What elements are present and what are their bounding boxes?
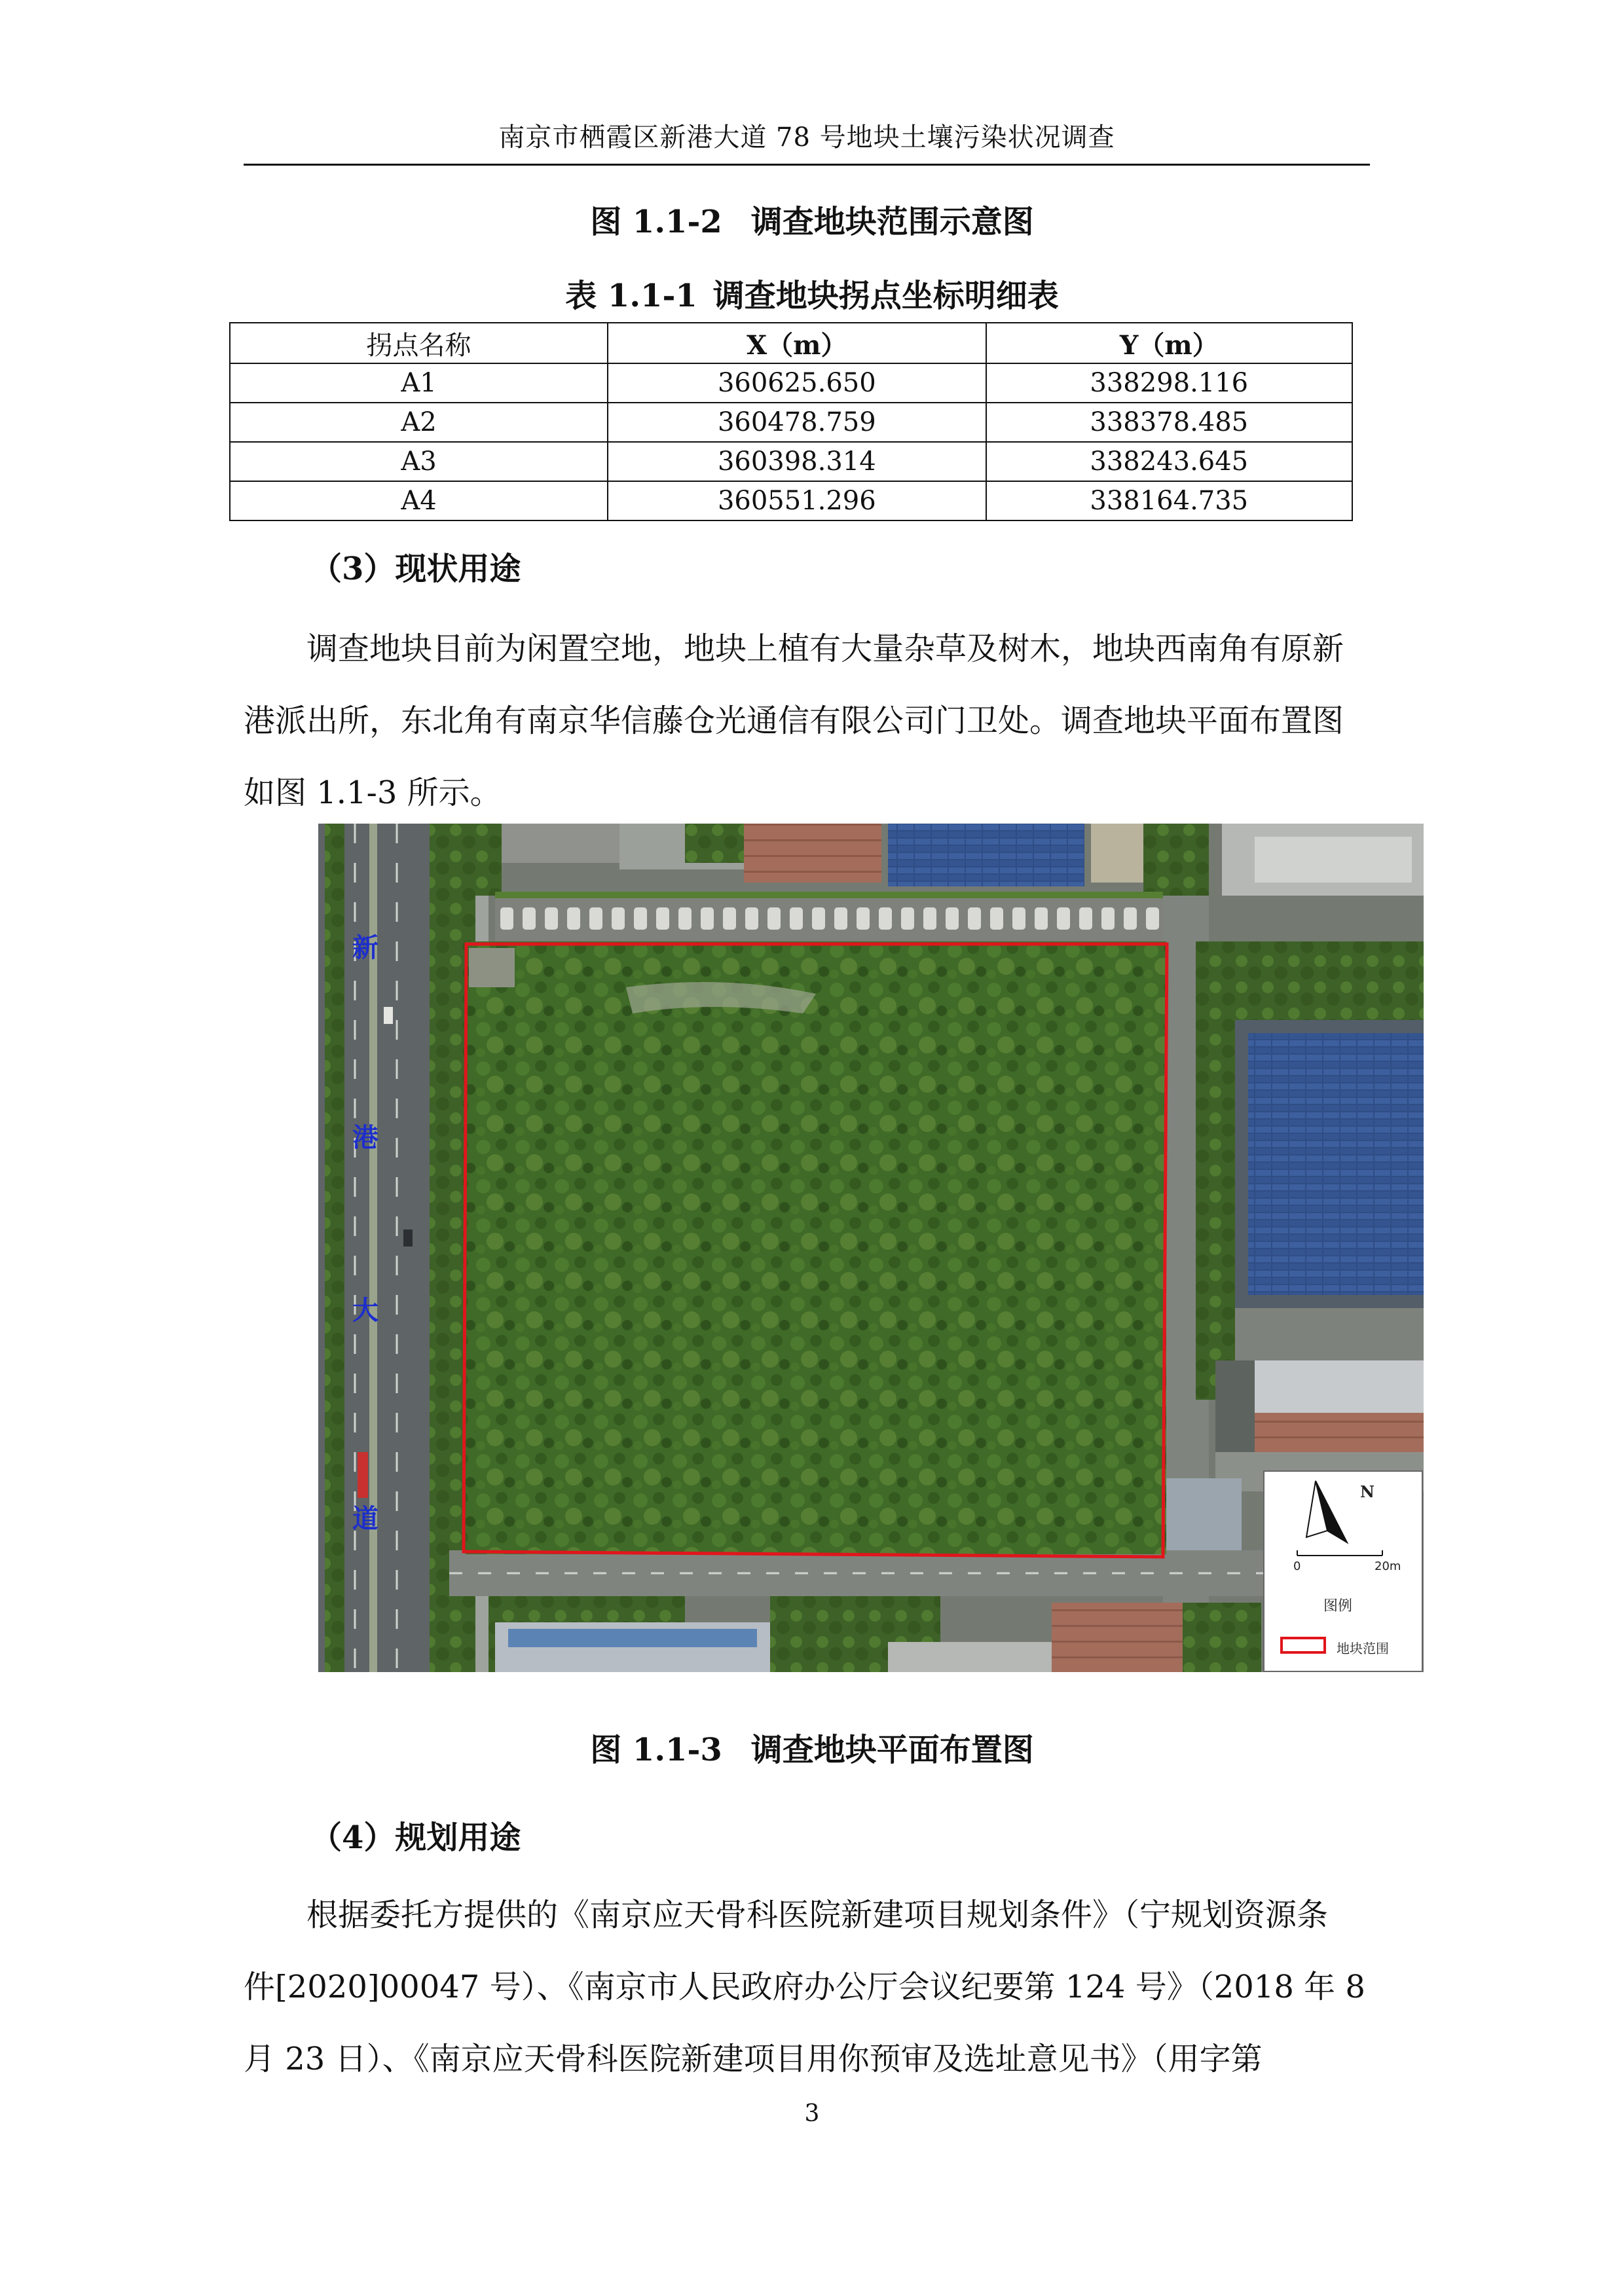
site-layout-aerial-map [318, 824, 1424, 1672]
boundary-swatch [1280, 1637, 1326, 1654]
header-point-name: 拐点名称 [230, 323, 608, 363]
paragraph-line: 根据委托方提供的《南京应天骨科医院新建项目规划条件》（宁规划资源条 [306, 1897, 1329, 1933]
table-1-1-1-title: 调查地块拐点坐标明细表 [712, 278, 1059, 314]
header-x: X（m） [608, 323, 986, 363]
page-number: 3 [804, 2100, 820, 2127]
cell-point: A3 [230, 442, 608, 481]
road-label-char: 新 [352, 933, 378, 963]
table-row [230, 403, 1352, 442]
cell-y: 338164.735 [986, 481, 1352, 520]
section-3-heading: （3）现状用途 [310, 551, 521, 587]
paragraph-line: 调查地块目前为闲置空地，地块上植有大量杂草及树木，地块西南角有原新 [306, 630, 1344, 667]
paragraph-line: 月 23 日）、《南京应天骨科医院新建项目用你预审及选址意见书》（用字第 [244, 2041, 1263, 2077]
legend-item-label: 地块范围 [1337, 1641, 1389, 1656]
coordinate-table [229, 322, 1353, 521]
table-header-row [230, 323, 1352, 363]
cell-point: A1 [230, 363, 608, 403]
figure-1-1-3-caption [0, 1724, 1624, 1770]
table-row [230, 481, 1352, 520]
north-label: N [1360, 1482, 1375, 1501]
paragraph-line: 如图 1.1-3 所示。 [244, 774, 502, 811]
table-row [230, 442, 1352, 481]
cell-x: 360551.296 [608, 481, 986, 520]
legend-title: 图例 [1323, 1598, 1353, 1614]
road-label-char: 道 [352, 1504, 378, 1534]
scale-start-label: 0 [1293, 1559, 1301, 1573]
cell-x: 360478.759 [608, 403, 986, 442]
figure-1-1-2-caption [0, 196, 1624, 242]
paragraph-line: 港派出所，东北角有南京华信藤仓光通信有限公司门卫处。调查地块平面布置图 [244, 702, 1344, 739]
cell-y: 338378.485 [986, 403, 1352, 442]
figure-1-1-2-number: 图 1.1-2 [590, 204, 722, 240]
cell-y: 338298.116 [986, 363, 1352, 403]
road-label-char: 大 [352, 1296, 378, 1326]
map-legend [1263, 1470, 1423, 1672]
header-y: Y（m） [986, 323, 1352, 363]
cell-point: A2 [230, 403, 608, 442]
page-header: 南京市栖霞区新港大道 78 号地块土壤污染状况调查 [498, 122, 1115, 153]
cell-y: 338243.645 [986, 442, 1352, 481]
figure-1-1-3-number: 图 1.1-3 [590, 1732, 722, 1768]
cell-x: 360625.650 [608, 363, 986, 403]
section-4-heading: （4）规划用途 [310, 1819, 521, 1856]
aerial-photo-illustration [318, 824, 1424, 1672]
scale-end-label: 20m [1375, 1559, 1401, 1573]
section-4-paragraph [244, 1879, 1370, 2095]
figure-1-1-3-title: 调查地块平面布置图 [750, 1732, 1034, 1768]
table-1-1-1-number: 表 1.1-1 [565, 278, 697, 314]
table-1-1-1-caption [0, 270, 1624, 316]
section-3-paragraph [244, 613, 1370, 829]
paragraph-line: 件[2020]00047 号）、《南京市人民政府办公厅会议纪要第 124 号》（2018 年 8 [244, 1969, 1365, 2005]
figure-1-1-2-title: 调查地块范围示意图 [750, 204, 1034, 240]
header-rule [244, 164, 1370, 166]
cell-x: 360398.314 [608, 442, 986, 481]
table-row [230, 363, 1352, 403]
road-label-char: 港 [352, 1123, 378, 1153]
cell-point: A4 [230, 481, 608, 520]
